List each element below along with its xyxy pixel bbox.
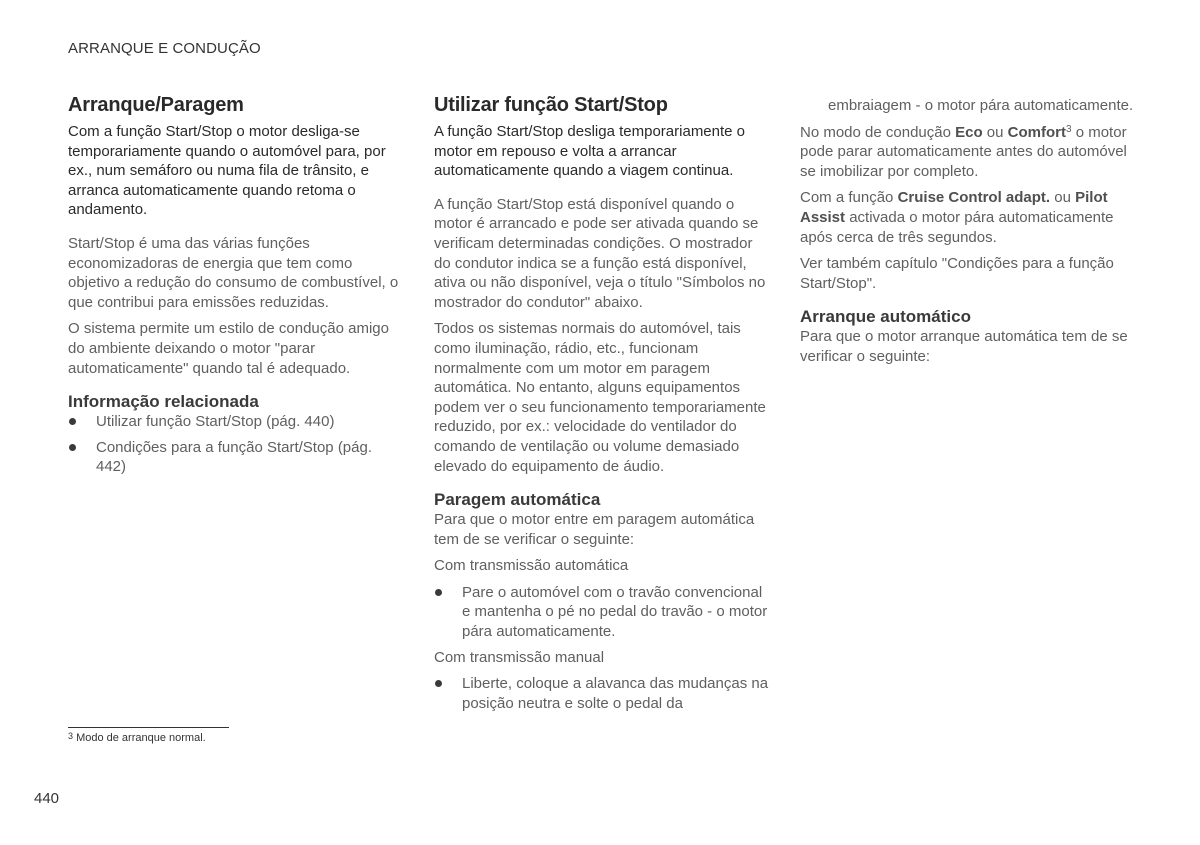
section-title-utilizar-start-stop: Utilizar função Start/Stop (434, 94, 668, 116)
intro-paragraph: A função Start/Stop desliga temporariamente o motor em repouso e volta a arrancar automaticamente quando a viagem continua. (434, 123, 746, 180)
bullet-icon (435, 589, 442, 596)
function-cruise-control: Cruise Control adapt. (897, 189, 1051, 207)
bullet-icon (435, 680, 442, 687)
body-paragraph: A função Start/Stop está disponível quando o motor é arrancado e pode ser ativada quando se verificam determinadas condições. O mostrador do condutor indica se a função está disponível, ativa ou não disponível, veja o título "Símbolos no mostrador do condutor" abaixo. (434, 195, 766, 311)
related-info-list (68, 412, 403, 477)
bullet-icon (69, 418, 76, 425)
body-paragraph: O sistema permite um estilo de condução amigo do ambiente deixando o motor "parar automaticamente" quando tal é adequado. (68, 320, 389, 377)
transmission-label: Com transmissão automática (434, 557, 629, 575)
auto-transmission-list (434, 583, 769, 642)
body-paragraph: Ver também capítulo "Condições para a função Start/Stop". (800, 255, 1114, 292)
running-head: ARRANQUE E CONDUÇÃO (68, 40, 261, 57)
footnote-ref[interactable]: 3 (1065, 123, 1072, 135)
list-item: Pare o automóvel com o travão convencional e mantenha o pé no pedal do travão - o motor pára automaticamente. (434, 583, 769, 642)
section-title-arranque-paragem: Arranque/Paragem (68, 94, 244, 116)
column-2 (434, 93, 769, 719)
auto-start-heading: Arranque automático (800, 307, 971, 327)
footnote-divider (68, 727, 229, 728)
list-item[interactable]: Utilizar função Start/Stop (pág. 440) (68, 412, 403, 432)
drive-mode-comfort: Comfort (1007, 123, 1066, 141)
list-item[interactable]: Condições para a função Start/Stop (pág. 442) (68, 438, 403, 477)
function-pilot-assist: Pilot Assist (800, 189, 1108, 226)
transmission-label: Com transmissão manual (434, 648, 605, 666)
body-paragraph: Para que o motor arranque automática tem de se verificar o seguinte: (800, 328, 1128, 365)
body-paragraph: Todos os sistemas normais do automóvel, tais como iluminação, rádio, etc., funcionam normalmente com um motor em paragem automática. No entanto, alguns equipamentos podem ver o seu funcionamento temporariamente reduzido, por ex.: velocidade do ventilador do comando de ventilação ou volume demasiado elevado do equipamento de áudio. (434, 320, 766, 475)
list-item: Liberte, coloque a alavanca das mudanças na posição neutra e solte o pedal da (434, 674, 769, 713)
page-number: 440 (34, 790, 60, 807)
bullet-icon (69, 444, 76, 451)
related-info-heading: Informação relacionada (68, 392, 259, 412)
column-1 (68, 93, 403, 483)
drive-mode-eco: Eco (955, 123, 983, 141)
body-paragraph: Start/Stop é uma das várias funções economizadoras de energia que tem como objetivo a redução do consumo de combustível, o que contribui para emissões reduzidas. (68, 234, 399, 311)
manual-transmission-list (434, 674, 769, 713)
intro-paragraph: Com a função Start/Stop o motor desliga-se temporariamente quando o automóvel para, por ex., num semáforo ou numa fila de trânsito, e arranca automaticamente quando retoma o andamento. (68, 123, 386, 219)
column-3 (800, 96, 1135, 374)
body-paragraph: No modo de condução Eco ou Comfort$^3$ o motor pode parar automaticamente antes do automóvel se imobilizar por completo. (800, 123, 1127, 180)
body-paragraph: Para que o motor entre em paragem automática tem de se verificar o seguinte: (434, 511, 755, 548)
footnote: $^3$ Modo de arranque normal. (68, 731, 206, 744)
body-paragraph: Com a função Cruise Control adapt. ou Pilot Assist activada o motor pára automaticamente após cerca de três segundos. (800, 189, 1114, 246)
continued-bullet-text: embraiagem - o motor pára automaticamente. (828, 97, 1134, 114)
auto-stop-heading: Paragem automática (434, 490, 601, 510)
